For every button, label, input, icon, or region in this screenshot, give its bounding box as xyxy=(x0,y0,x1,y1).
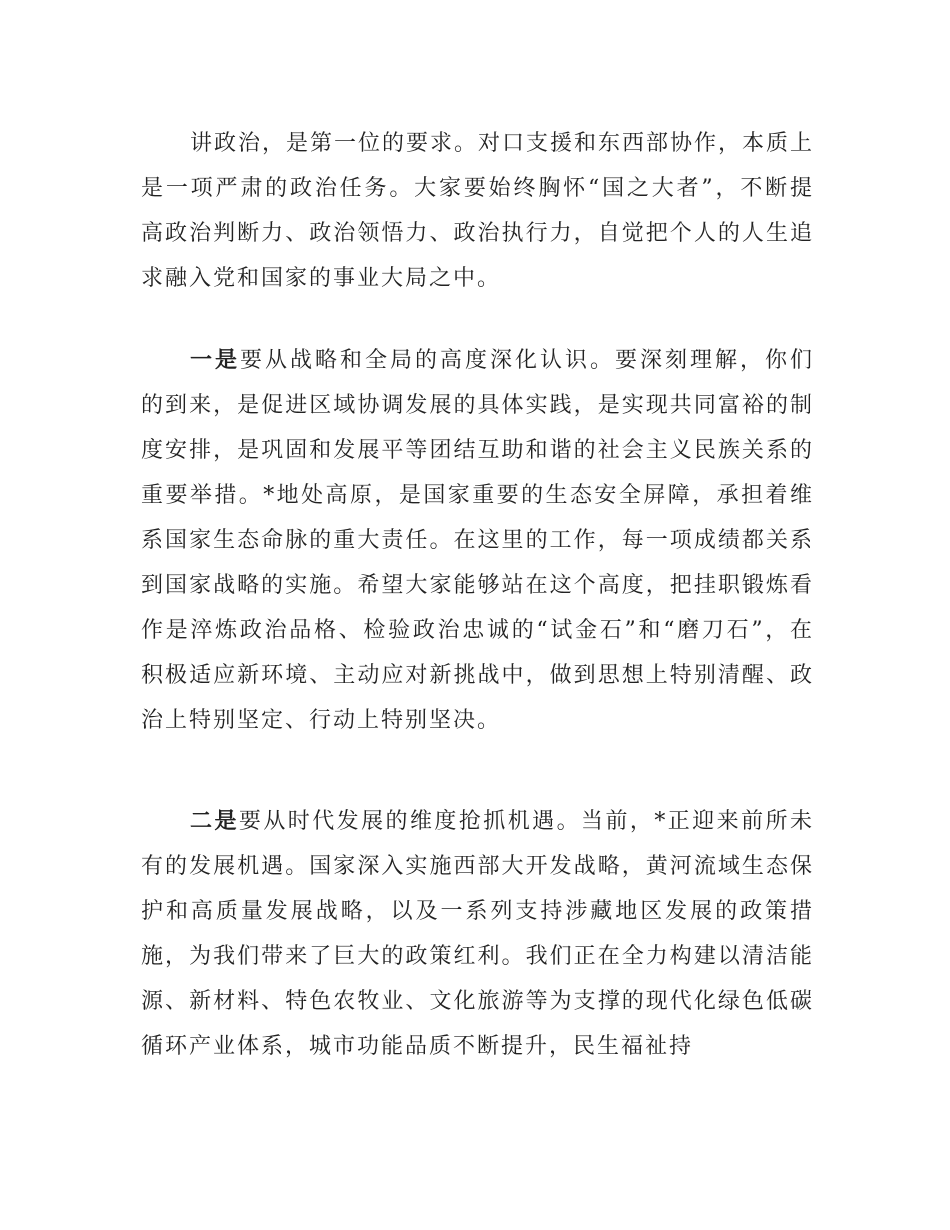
paragraph-lead: 二是 xyxy=(190,808,239,834)
paragraph-political-requirement xyxy=(141,121,814,301)
paragraph-point-two xyxy=(141,799,814,1069)
paragraph-text: 要从战略和全局的高度深化认识。要深刻理解，你们的到来，是促进区域协调发展的具体实践，是实现共同富裕的制度安排，是巩固和发展平等团结互助和谐的社会主义民族关系的重要举措。*地处高原，是国家重要的生态安全屏障，承担着维系国家生态命脉的重大责任。在这里的工作，每一项成绩都关系到国家战略的实施。希望大家能够站在这个高度，把挂职锻炼看作是淬炼政治品格、检验政治忠诚的“试金石”和“磨刀石”，在积极适应新环境、主动应对新挑战中，做到思想上特别清醒、政治上特别坚定、行动上特别坚决。 xyxy=(141,348,814,733)
paragraph-text: 要从时代发展的维度抢抓机遇。当前，*正迎来前所未有的发展机遇。国家深入实施西部大开发战略，黄河流域生态保护和高质量发展战略，以及一系列支持涉藏地区发展的政策措施，为我们带来了巨大的政策红利。我们正在全力构建以清洁能源、新材料、特色农牧业、文化旅游等为支撑的现代化绿色低碳循环产业体系，城市功能品质不断提升，民生福祉持 xyxy=(141,809,814,1059)
paragraph-point-one xyxy=(141,338,814,743)
paragraph-text: 讲政治，是第一位的要求。对口支援和东西部协作，本质上是一项严肃的政治任务。大家要始终胸怀“国之大者”，不断提高政治判断力、政治领悟力、政治执行力，自觉把个人的人生追求融入党和国家的事业大局之中。 xyxy=(141,131,815,291)
paragraph-lead: 一是 xyxy=(190,347,240,373)
